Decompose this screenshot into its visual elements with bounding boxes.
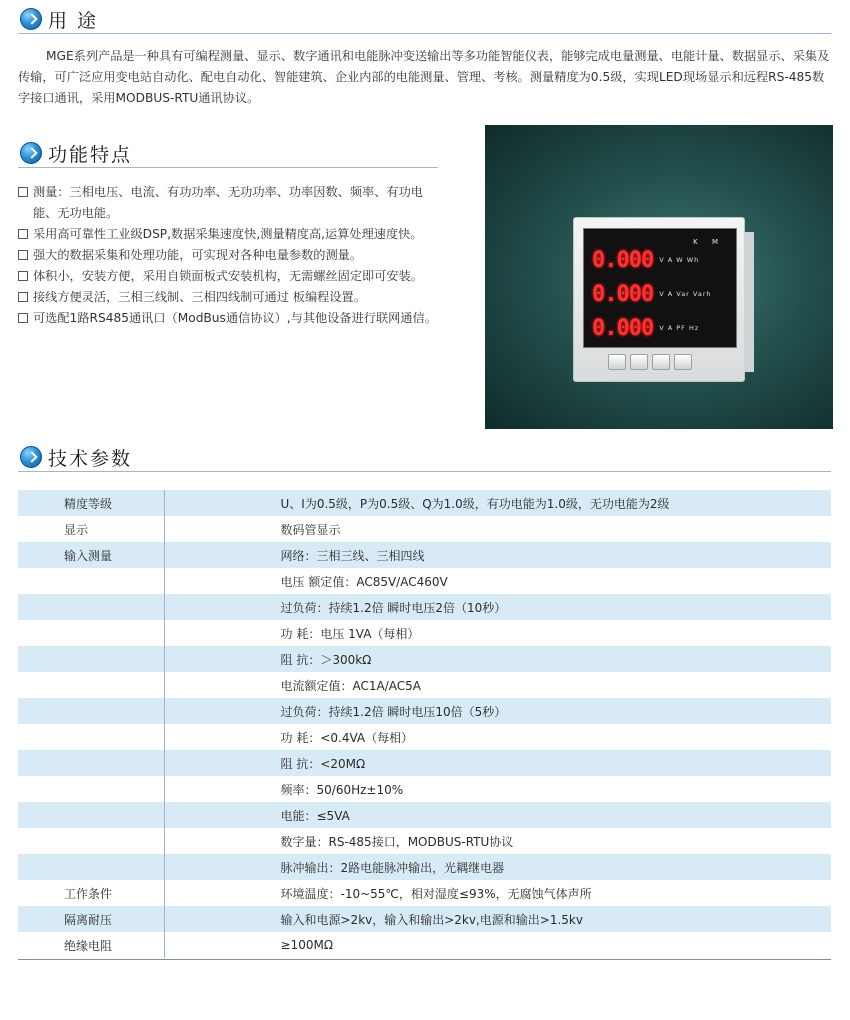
spec-label [18, 724, 164, 750]
meter-key [652, 354, 670, 370]
meter-row [592, 281, 712, 307]
section-header-params [18, 446, 831, 472]
spec-table [18, 490, 831, 958]
table-row [18, 646, 831, 672]
meter-key [608, 354, 626, 370]
table-bottom-divider [18, 959, 831, 960]
table-row [18, 880, 831, 906]
meter-digits: 0.000 [592, 247, 654, 273]
spec-label [18, 854, 164, 880]
meter-header-label: K M [693, 238, 724, 246]
table-row [18, 490, 831, 516]
spec-value: 数字量：RS-485接口，MODBUS-RTU协议 [164, 828, 831, 854]
power-meter-device [573, 217, 745, 382]
feature-list [18, 182, 438, 329]
spec-label [18, 802, 164, 828]
checkbox-icon [18, 229, 28, 239]
spec-label [18, 828, 164, 854]
section-header-usage [18, 8, 831, 34]
spec-label: 精度等级 [18, 490, 164, 516]
spec-label [18, 646, 164, 672]
spec-value: 脉冲输出：2路电能脉冲输出，光耦继电器 [164, 854, 831, 880]
checkbox-icon [18, 313, 28, 323]
intro-paragraph: MGE系列产品是一种具有可编程测量、显示、数字通讯和电能脉冲变送输出等多功能智能仪表，能够完成电量测量、电能计量、数据显示、采集及传输，可广泛应用变电站自动化、配电自动化、智能建筑、企业内部的电能测量、管理、考核。测量精度为0.5级，实现LED现场显示和远程RS-485数字接口通讯，采用MODBUS-RTU通讯协议。 [18, 49, 830, 105]
spec-label [18, 698, 164, 724]
spec-value: 电流额定值：AC1A/AC5A [164, 672, 831, 698]
spec-label: 显示 [18, 516, 164, 542]
checkbox-icon [18, 271, 28, 281]
spec-value: 过负荷：持续1.2倍 瞬时电压10倍（5秒） [164, 698, 831, 724]
checkbox-icon [18, 187, 28, 197]
table-row [18, 620, 831, 646]
chevron-right-icon [20, 142, 42, 164]
list-item: 可选配1路RS485通讯口（ModBus通信协议）,与其他设备进行联网通信。 [18, 308, 438, 329]
spec-label: 隔离耐压 [18, 906, 164, 932]
meter-display [583, 228, 737, 348]
spec-value: U、I为0.5级，P为0.5级、Q为1.0级，有功电能为1.0级，无功电能为2级 [164, 490, 831, 516]
meter-units: V A Var Varh [659, 290, 712, 298]
chevron-right-icon [20, 8, 42, 30]
spec-value: 阻 抗：＞300kΩ [164, 646, 831, 672]
list-item: 采用高可靠性工业级DSP,数据采集速度快,测量精度高,运算处理速度快。 [18, 224, 438, 245]
checkbox-icon [18, 292, 28, 302]
meter-digits: 0.000 [592, 315, 654, 341]
meter-digits: 0.000 [592, 281, 654, 307]
table-row [18, 802, 831, 828]
spec-label [18, 594, 164, 620]
spec-value: ≥100MΩ [164, 932, 831, 958]
spec-label [18, 776, 164, 802]
spec-value: 数码管显示 [164, 516, 831, 542]
section-header-features [18, 142, 438, 168]
meter-units: V A W Wh [659, 256, 700, 264]
meter-key [630, 354, 648, 370]
spec-label: 输入测量 [18, 542, 164, 568]
section-title-features: 功能特点 [48, 144, 133, 166]
section-title-params: 技术参数 [48, 448, 133, 470]
spec-label [18, 620, 164, 646]
spec-value: 频率：50/60Hz±10% [164, 776, 831, 802]
list-item: 体积小，安装方便，采用自锁面板式安装机构，无需螺丝固定即可安装。 [18, 266, 438, 287]
table-row [18, 854, 831, 880]
table-row [18, 672, 831, 698]
checkbox-icon [18, 250, 28, 260]
spec-value: 电压 额定值：AC85V/AC460V [164, 568, 831, 594]
meter-row [592, 247, 699, 273]
table-row [18, 594, 831, 620]
product-photo [485, 125, 833, 429]
list-item: 测量：三相电压、电流、有功功率、无功功率、功率因数、频率、有功电能、无功电能。 [18, 182, 438, 224]
spec-label [18, 672, 164, 698]
spec-value: 环境温度：-10~55℃，相对湿度≤93%，无腐蚀气体声所 [164, 880, 831, 906]
spec-label: 绝缘电阻 [18, 932, 164, 958]
meter-units: V A PF Hz [659, 324, 700, 332]
meter-buttons [608, 354, 692, 370]
table-row [18, 828, 831, 854]
table-row [18, 568, 831, 594]
spec-label: 工作条件 [18, 880, 164, 906]
table-row [18, 906, 831, 932]
meter-key [674, 354, 692, 370]
table-row [18, 724, 831, 750]
table-row [18, 698, 831, 724]
spec-value: 输入和电源>2kv，输入和输出>2kv,电源和输出>1.5kv [164, 906, 831, 932]
table-row [18, 516, 831, 542]
spec-value: 过负荷：持续1.2倍 瞬时电压2倍（10秒） [164, 594, 831, 620]
table-row [18, 542, 831, 568]
list-item: 接线方便灵活，三相三线制、三相四线制可通过 板编程设置。 [18, 287, 438, 308]
spec-value: 功 耗：电压 1VA（每相） [164, 620, 831, 646]
spec-label [18, 568, 164, 594]
spec-value: 功 耗：<0.4VA（每相） [164, 724, 831, 750]
spec-label [18, 750, 164, 776]
spec-value: 阻 抗：<20MΩ [164, 750, 831, 776]
table-row [18, 932, 831, 958]
spec-value: 电能：≤5VA [164, 802, 831, 828]
meter-row [592, 315, 699, 341]
table-row [18, 750, 831, 776]
section-title-usage: 用 途 [48, 10, 99, 32]
chevron-right-icon [20, 446, 42, 468]
list-item: 强大的数据采集和处理功能，可实现对各种电量参数的测量。 [18, 245, 438, 266]
spec-value: 网络：三相三线、三相四线 [164, 542, 831, 568]
table-row [18, 776, 831, 802]
